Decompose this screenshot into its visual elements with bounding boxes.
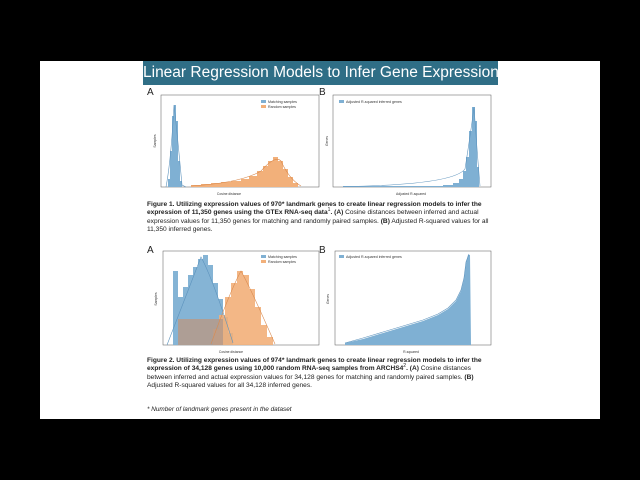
fig2-panel-a-letter: A	[147, 245, 154, 256]
fig1a-ylabel: Samples	[153, 134, 157, 148]
fig2-caption-a-label: (A)	[409, 365, 419, 373]
fig2-panel-b-letter: B	[319, 245, 326, 256]
fig2-panel-a-plot	[151, 249, 323, 357]
fig2b-legend: Adjusted R-squared inferred genes	[346, 255, 402, 259]
fig2a-legend-matching: Matching samples	[268, 255, 297, 259]
fig1b-ylabel: Genes	[325, 136, 329, 146]
fig2-caption-bold: Figure 2. Utilizing expression values of 974* landmark genes to create linear regression models to infer the expression of 34,128 genes using 10,000 random RNA-seq samples from ARCHS4	[147, 357, 482, 373]
fig2a-xlabel: Cosine distance	[218, 350, 244, 354]
fig1-panel-b-letter: B	[319, 87, 326, 98]
fig2-caption-sup: 2	[403, 363, 407, 370]
fig1a-legend-random: Random samples	[268, 105, 296, 109]
fig1a-xlabel: Cosine distance	[216, 192, 242, 196]
fig1a-legend-matching: Matching samples	[268, 100, 297, 104]
fig1-panel-a-letter: A	[147, 87, 154, 98]
footnote: * Number of landmark genes present in the dataset	[147, 406, 292, 413]
fig1-caption-b-label: (B)	[380, 217, 390, 225]
figure2-caption: Figure 2. Utilizing expression values of 974* landmark genes to create linear regression models to infer the expression of 34,128 genes using 10,000 random RNA-seq samples from $ARCHS4^2$. (A) Cosine distances between inferred and actual expression values for 34,128 genes for matching and randomly paired samples. (B) Adjusted R-squared values for all 34,128 inferred genes.	[147, 357, 482, 390]
fig1-caption-b: Adjusted R-squared values for all 11,350 inferred genes.	[147, 217, 489, 234]
fig2a-ylabel: Samples	[154, 292, 158, 306]
fig2-caption-b-label: (B)	[464, 373, 474, 381]
fig1-caption-sup: 1	[327, 207, 331, 214]
fig1-caption-a: Cosine distances between inferred and actual expression values for 11,350 genes for matching and randomly paired samples.	[147, 209, 479, 225]
fig1-caption-a-label: (A)	[334, 209, 344, 217]
fig1-caption-bold: Figure 1. Utilizing expression values of 970* landmark genes to create linear regression models to infer the expression of 11,350 genes using the GTEx RNA-seq data	[147, 201, 482, 217]
fig2a-legend-random: Random samples	[268, 260, 296, 264]
fig2b-ylabel: Genes	[326, 294, 330, 304]
fig1-panel-a-plot	[151, 91, 323, 199]
fig1-panel-b-plot	[323, 91, 495, 199]
fig1b-legend: Adjusted R-squared inferred genes	[346, 100, 402, 104]
fig1b-xlabel: Adjusted R-squared	[396, 192, 426, 196]
page-title: Linear Regression Models to Infer Gene Expression	[143, 61, 498, 85]
figure1-caption: Figure 1. Utilizing expression values of 970* landmark genes to create linear regression models to infer the expression of 11,350 genes using the GTEx RNA-seq data$^1$. (A) Cosine distances between inferred and actual expression values for 11,350 genes for matching and randomly paired samples. (B) Adjusted R-squared values for all 11,350 inferred genes.	[147, 201, 489, 234]
fig2-panel-b-plot	[323, 249, 495, 357]
slide-page	[40, 61, 600, 419]
fig2-caption-a: Cosine distances between inferred and actual expression values for 34,128 genes for matching and randomly paired samples.	[147, 365, 471, 381]
poster	[143, 61, 498, 419]
fig2b-xlabel: R-squared	[403, 350, 419, 354]
fig2-caption-b: Adjusted R-squared values for all 34,128 inferred genes.	[147, 382, 312, 390]
